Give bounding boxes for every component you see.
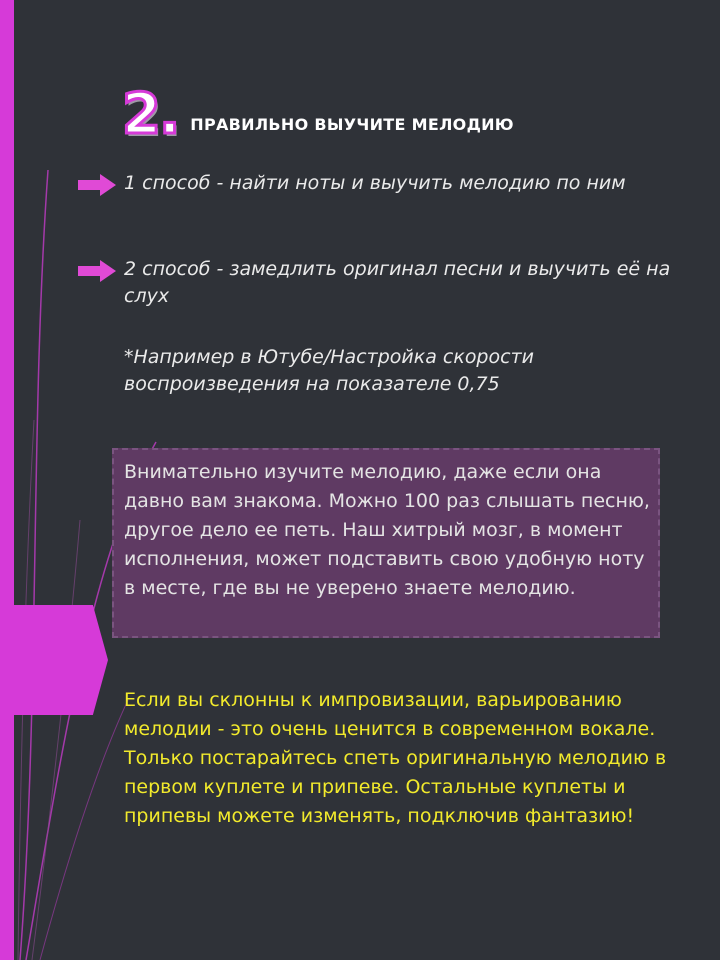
section-number: 2. [122, 82, 179, 147]
section-heading [122, 80, 514, 150]
method-text-1: 1 способ - найти ноты и выучить мелодию по ним [124, 172, 626, 194]
method-text-2: 2 способ - замедлить оригинал песни и выучить её на слух [124, 258, 671, 307]
method-item-2 [78, 256, 698, 310]
side-tab-shape [0, 605, 108, 715]
speed-note: *Например в Ютубе/Настройка скорости воспроизведения на показателе 0,75 [124, 346, 534, 395]
arrow-right-icon [78, 174, 116, 196]
method-item-1 [78, 170, 698, 197]
arrow-right-icon [78, 260, 116, 282]
section-title: ПРАВИЛЬНО ВЫУЧИТЕ МЕЛОДИЮ [190, 114, 514, 134]
improvisation-tip: Если вы склонны к импровизации, варьированию мелодии - это очень ценится в современном вокале. Только постарайтесь спеть оригинальную мелодию в первом куплете и припеве. Остальные куплеты и припевы можете изменять, подключив фантазию! [124, 689, 667, 827]
callout-text: Внимательно изучите мелодию, даже если она давно вам знакома. Можно 100 раз слышать песню, другое дело ее петь. Наш хитрый мозг, в момент исполнения, может подставить свою удобную ноту в месте, где вы не уверено знаете мелодию. [124, 461, 650, 599]
